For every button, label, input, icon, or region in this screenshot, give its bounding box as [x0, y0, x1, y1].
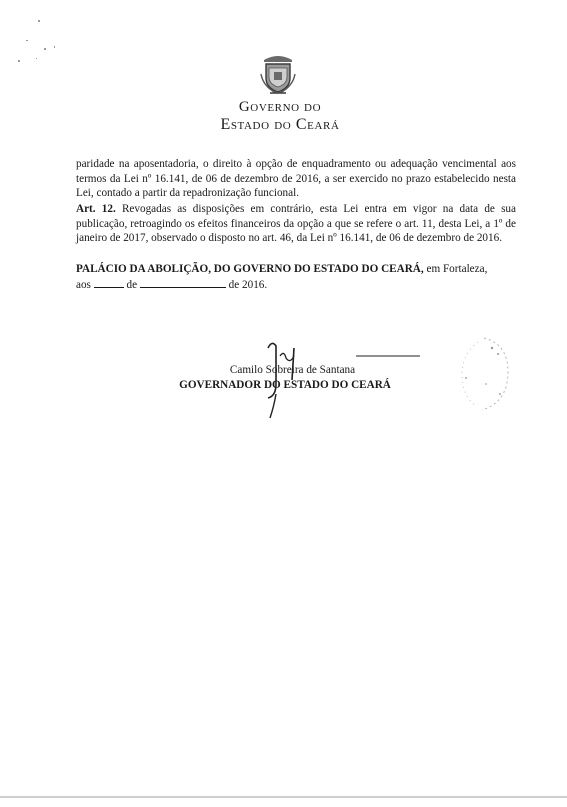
- scan-speck: [26, 40, 28, 41]
- article-12-label: Art. 12.: [76, 203, 116, 215]
- header-line-1: Governo do: [238, 99, 322, 115]
- date-suffix: de 2016.: [228, 279, 268, 291]
- palace-label: PALÁCIO DA ABOLIÇÃO, DO GOVERNO DO ESTADO DO CEARÁ,: [76, 263, 424, 275]
- day-blank: [94, 277, 124, 288]
- stamp-icon: [454, 334, 514, 414]
- coat-of-arms-icon: [258, 52, 298, 96]
- article-12-text: Revogadas as disposições em contrário, esta Lei entra em vigor na data de sua publicação, retroagindo os efeitos financeiros da opção a que se refere o art. 11, desta Lei, a 1º de janeiro de 2017, observado o disposto no art. 46, da Lei nº 16.141, de 06 de dezembro de 2016.: [76, 203, 516, 245]
- month-blank: [140, 277, 226, 288]
- date-mid: de: [126, 279, 138, 291]
- paragraph-continuation: paridade na aposentadoria, o direito à opção de enquadramento ou adequação vencimental aos termos da Lei nº 16.141, de 06 de dezembro de 2016, a ser exercido no prazo estabelecido nesta Lei, contado a partir da repadronização funcional.: [76, 158, 516, 200]
- scan-speck: [18, 60, 20, 62]
- signatory-title: GOVERNADOR DO ESTADO DO CEARÁ: [179, 379, 391, 391]
- header-line-2: Estado do Ceará: [220, 116, 340, 133]
- scan-speck: [38, 20, 40, 22]
- scan-speck: [36, 58, 37, 59]
- date-line: [76, 277, 267, 293]
- article-12: [76, 202, 516, 246]
- signatory-name: Camilo Sobreira de Santana: [229, 364, 356, 376]
- bottom-scan-edge: [0, 796, 567, 798]
- scan-speck: [54, 46, 55, 48]
- palace-text: em Fortaleza,: [426, 263, 488, 275]
- date-prefix: aos: [76, 279, 91, 291]
- scan-speck: [44, 48, 46, 50]
- closing-paragraph: [76, 262, 516, 277]
